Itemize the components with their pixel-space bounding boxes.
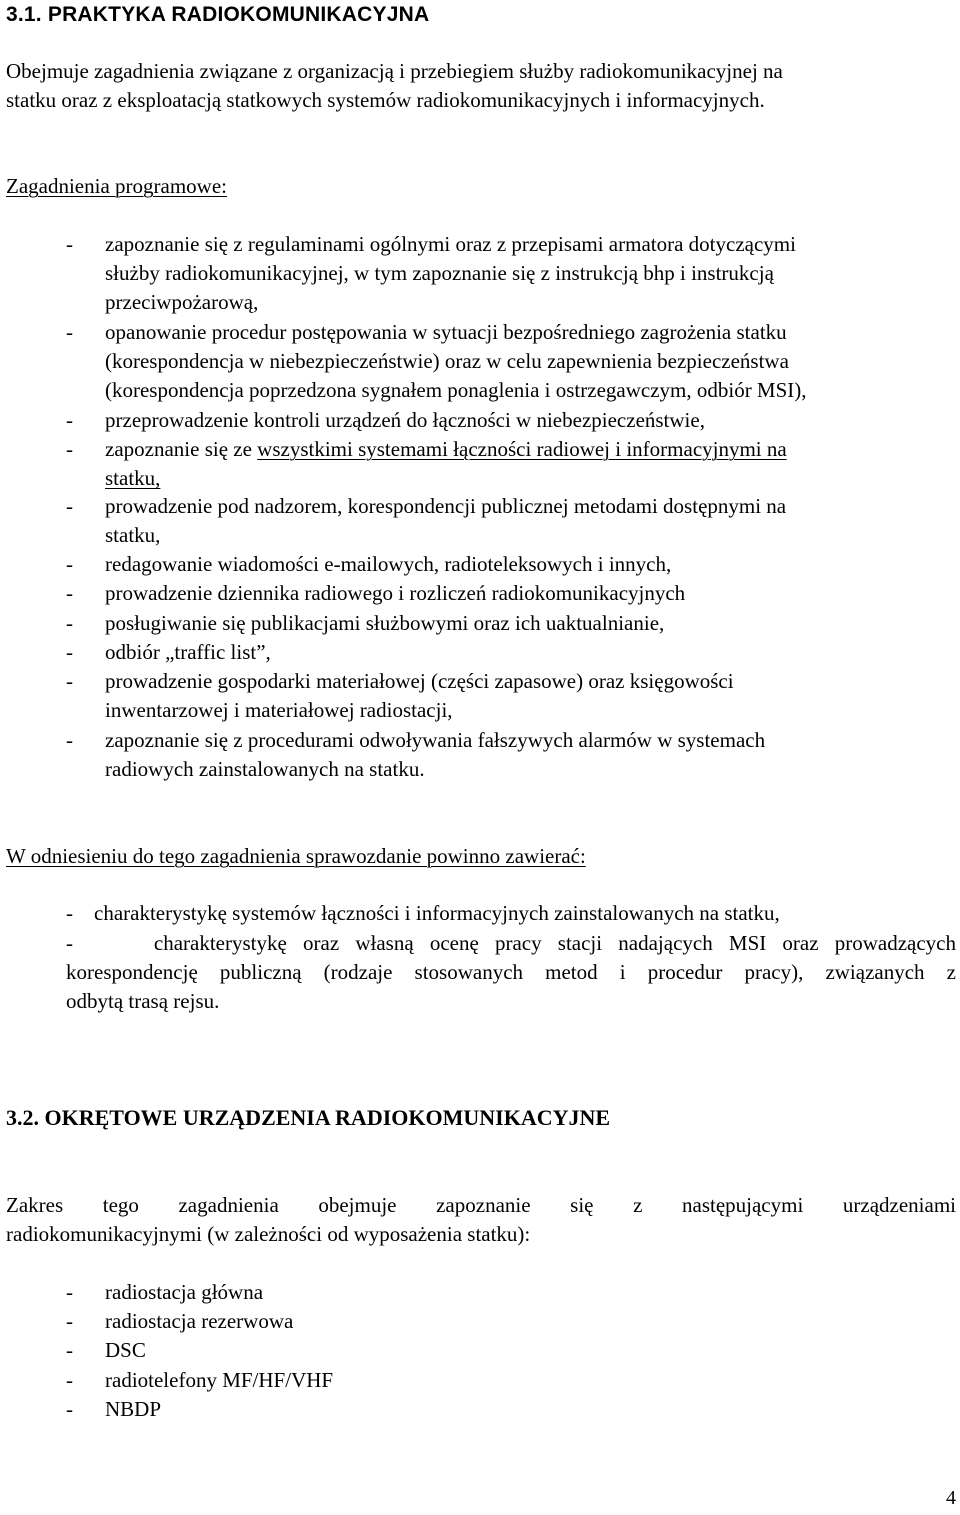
list-dash: -: [66, 1338, 73, 1362]
report-item: - charakterystykę systemów łączności i informacyjnych zainstalowanych na statku,: [66, 901, 780, 925]
list-dash: -: [66, 494, 73, 518]
section1-intro: [6, 57, 956, 115]
intro-line-2: statku oraz z eksploatacją statkowych systemów radiokomunikacyjnych i informacyjnych.: [6, 88, 765, 112]
list-dash: -: [66, 320, 73, 344]
list-dash: -: [66, 611, 73, 635]
report-item-line: odbytą trasą rejsu.: [66, 989, 220, 1013]
list-item-text: zapoznanie się z procedurami odwoływania fałszywych alarmów w systemach radiowych zainstalowanych na statku.: [105, 728, 766, 781]
list-item-text: DSC: [105, 1338, 146, 1362]
list-item-text: przeprowadzenie kontroli urządzeń do łączności w niebezpieczeństwie,: [105, 408, 705, 432]
topics-title: Zagadnienia programowe:: [6, 174, 227, 198]
list-dash: -: [66, 1368, 73, 1392]
list-dash: -: [66, 669, 73, 693]
list-item-text: zapoznanie się z regulaminami ogólnymi oraz z przepisami armatora dotyczącymi służby radiokomunikacyjnej, w tym zapoznanie się z instrukcją bhp i instrukcją przeciwpożarową,: [105, 232, 796, 314]
intro-line-2: radiokomunikacyjnymi (w zależności od wyposażenia statku):: [6, 1222, 531, 1246]
list-dash: -: [66, 1397, 73, 1421]
report-item-line: - charakterystykę oraz własną ocenę pracy stacji nadających MSI oraz prowadzących: [66, 931, 956, 955]
list-dash: -: [66, 552, 73, 576]
list-item-text: redagowanie wiadomości e-mailowych, radioteleksowych i innych,: [105, 552, 672, 576]
list-dash: -: [66, 437, 73, 461]
intro-line-1: Obejmuje zagadnienia związane z organizacją i przebiegiem służby radiokomunikacyjnej na: [6, 59, 783, 83]
list-item-text: prowadzenie pod nadzorem, korespondencji publicznej metodami dostępnymi na statku,: [105, 494, 787, 547]
section-heading-3-1: 3.1. PRAKTYKA RADIOKOMUNIKACYJNA: [6, 3, 430, 26]
report-title: W odniesieniu do tego zagadnienia sprawozdanie powinno zawierać:: [6, 844, 586, 868]
list-dash: -: [66, 1280, 73, 1304]
list-item-text: prowadzenie gospodarki materiałowej (części zapasowe) oraz księgowości inwentarzowej i materiałowej radiostacji,: [105, 669, 734, 722]
list-dash: -: [66, 408, 73, 432]
page-number: 4: [946, 1487, 956, 1509]
list-dash: -: [66, 581, 73, 605]
list-item-text-underlined: wszystkimi systemami łączności radiowej i informacyjnymi na: [257, 437, 787, 461]
list-item-text-plain: zapoznanie się ze: [105, 437, 258, 461]
section-heading-3-2: 3.2. OKRĘTOWE URZĄDZENIA RADIOKOMUNIKACYJNE: [6, 1105, 611, 1130]
list-item-text: radiostacja główna: [105, 1280, 264, 1304]
section2-intro: [6, 1191, 956, 1249]
list-item-text: NBDP: [105, 1397, 162, 1421]
list-item-text: posługiwanie się publikacjami służbowymi oraz ich uaktualnianie,: [105, 611, 665, 635]
intro-line-1: Zakres tego zagadnienia obejmuje zapoznanie się z następującymi urządzeniami: [6, 1193, 956, 1217]
list-dash: -: [66, 728, 73, 752]
list-item-text: radiostacja rezerwowa: [105, 1309, 294, 1333]
list-item-text-underlined: statku,: [105, 466, 161, 490]
list-item-text: prowadzenie dziennika radiowego i rozliczeń radiokomunikacyjnych: [105, 581, 686, 605]
list-dash: -: [66, 1309, 73, 1333]
list-item-text: [105, 435, 960, 493]
list-item-text: radiotelefony MF/HF/VHF: [105, 1368, 334, 1392]
list-dash: -: [66, 232, 73, 256]
list-item-text: odbiór „traffic list”,: [105, 640, 271, 664]
list-dash: -: [66, 640, 73, 664]
report-item: [66, 929, 956, 1016]
report-item-line: korespondencję publiczną (rodzaje stosowanych metod i procedur pracy), związanych z: [66, 960, 956, 984]
list-item-text: opanowanie procedur postępowania w sytuacji bezpośredniego zagrożenia statku (korespondencja w niebezpieczeństwie) oraz w celu zapewnienia bezpieczeństwa (korespondencja poprzedzona sygnałem ponaglenia i ostrzegawczym, odbiór MSI),: [105, 320, 807, 402]
